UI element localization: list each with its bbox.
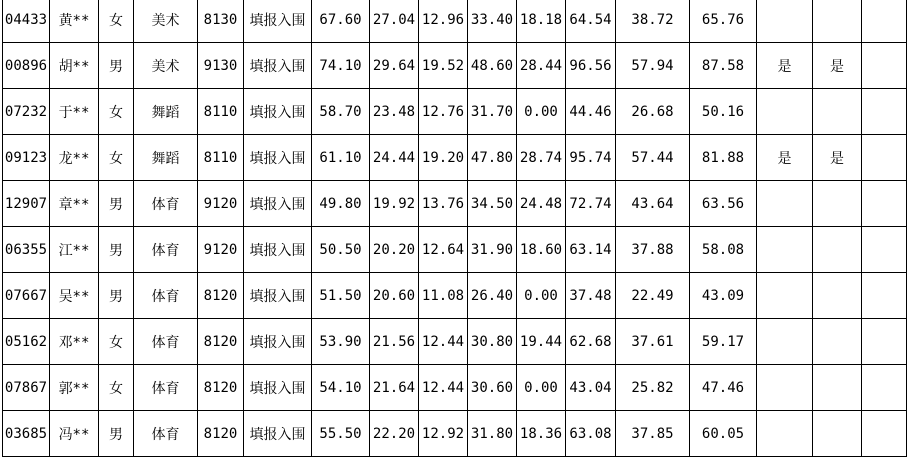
cell-score-8: 63.56 <box>690 181 757 227</box>
cell-blank <box>862 319 907 365</box>
cell-score-3: 12.44 <box>419 319 468 365</box>
cell-school-code: 8120 <box>198 411 244 457</box>
cell-score-7: 57.94 <box>616 43 690 89</box>
cell-flag-1: 是 <box>757 43 813 89</box>
cell-score-8: 59.17 <box>690 319 757 365</box>
table-row <box>3 319 907 365</box>
cell-score-4: 33.40 <box>468 0 517 43</box>
cell-gender: 女 <box>99 0 134 43</box>
cell-status: 填报入围 <box>244 135 312 181</box>
table-row <box>3 0 907 43</box>
cell-specialty: 舞蹈 <box>134 89 198 135</box>
cell-score-7: 37.85 <box>616 411 690 457</box>
cell-flag-2: 是 <box>813 135 862 181</box>
cell-flag-1 <box>757 273 813 319</box>
cell-candidate-name: 郭** <box>50 365 99 411</box>
cell-score-2: 21.56 <box>370 319 419 365</box>
cell-score-7: 37.88 <box>616 227 690 273</box>
cell-score-2: 29.64 <box>370 43 419 89</box>
cell-candidate-id: 07667 <box>3 273 50 319</box>
cell-score-5: 28.44 <box>517 43 566 89</box>
cell-score-3: 12.96 <box>419 0 468 43</box>
cell-score-8: 87.58 <box>690 43 757 89</box>
cell-score-8: 65.76 <box>690 0 757 43</box>
cell-blank <box>862 181 907 227</box>
cell-specialty: 体育 <box>134 181 198 227</box>
cell-score-3: 19.20 <box>419 135 468 181</box>
cell-score-4: 48.60 <box>468 43 517 89</box>
cell-score-4: 47.80 <box>468 135 517 181</box>
cell-candidate-id: 04433 <box>3 0 50 43</box>
table-body <box>3 0 907 457</box>
cell-score-8: 43.09 <box>690 273 757 319</box>
cell-specialty: 体育 <box>134 273 198 319</box>
table-row <box>3 89 907 135</box>
cell-score-1: 54.10 <box>312 365 370 411</box>
cell-candidate-id: 07232 <box>3 89 50 135</box>
cell-score-5: 18.18 <box>517 0 566 43</box>
cell-school-code: 8120 <box>198 319 244 365</box>
cell-score-2: 27.04 <box>370 0 419 43</box>
cell-blank <box>862 0 907 43</box>
cell-status: 填报入围 <box>244 273 312 319</box>
cell-candidate-id: 09123 <box>3 135 50 181</box>
cell-status: 填报入围 <box>244 365 312 411</box>
cell-score-2: 20.60 <box>370 273 419 319</box>
cell-score-2: 20.20 <box>370 227 419 273</box>
cell-school-code: 8130 <box>198 0 244 43</box>
cell-score-1: 53.90 <box>312 319 370 365</box>
table-row <box>3 43 907 89</box>
cell-gender: 女 <box>99 135 134 181</box>
cell-specialty: 体育 <box>134 227 198 273</box>
cell-score-6: 63.14 <box>566 227 616 273</box>
cell-school-code: 9120 <box>198 227 244 273</box>
cell-score-1: 58.70 <box>312 89 370 135</box>
cell-score-6: 63.08 <box>566 411 616 457</box>
cell-score-4: 30.80 <box>468 319 517 365</box>
cell-score-3: 11.08 <box>419 273 468 319</box>
cell-score-5: 18.36 <box>517 411 566 457</box>
cell-score-8: 60.05 <box>690 411 757 457</box>
cell-score-8: 81.88 <box>690 135 757 181</box>
cell-candidate-id: 05162 <box>3 319 50 365</box>
table-row <box>3 135 907 181</box>
cell-score-7: 38.72 <box>616 0 690 43</box>
cell-status: 填报入围 <box>244 227 312 273</box>
cell-gender: 女 <box>99 319 134 365</box>
cell-score-3: 12.64 <box>419 227 468 273</box>
cell-specialty: 美术 <box>134 43 198 89</box>
table-viewport <box>2 0 909 457</box>
cell-score-5: 18.60 <box>517 227 566 273</box>
cell-flag-2 <box>813 181 862 227</box>
cell-flag-1 <box>757 0 813 43</box>
table-row <box>3 227 907 273</box>
cell-score-7: 57.44 <box>616 135 690 181</box>
cell-flag-2 <box>813 227 862 273</box>
cell-score-3: 12.76 <box>419 89 468 135</box>
cell-candidate-id: 06355 <box>3 227 50 273</box>
cell-score-6: 44.46 <box>566 89 616 135</box>
cell-status: 填报入围 <box>244 181 312 227</box>
cell-candidate-name: 邓** <box>50 319 99 365</box>
cell-status: 填报入围 <box>244 89 312 135</box>
cell-score-7: 25.82 <box>616 365 690 411</box>
cell-score-4: 26.40 <box>468 273 517 319</box>
cell-score-6: 62.68 <box>566 319 616 365</box>
cell-score-6: 64.54 <box>566 0 616 43</box>
cell-score-1: 55.50 <box>312 411 370 457</box>
cell-specialty: 美术 <box>134 0 198 43</box>
cell-score-2: 19.92 <box>370 181 419 227</box>
cell-gender: 男 <box>99 227 134 273</box>
cell-school-code: 8120 <box>198 273 244 319</box>
cell-candidate-name: 胡** <box>50 43 99 89</box>
cell-status: 填报入围 <box>244 43 312 89</box>
cell-flag-2 <box>813 411 862 457</box>
cell-gender: 男 <box>99 181 134 227</box>
cell-flag-2 <box>813 365 862 411</box>
cell-candidate-id: 03685 <box>3 411 50 457</box>
cell-school-code: 9120 <box>198 181 244 227</box>
cell-school-code: 8120 <box>198 365 244 411</box>
cell-flag-2 <box>813 273 862 319</box>
cell-candidate-name: 于** <box>50 89 99 135</box>
cell-score-8: 58.08 <box>690 227 757 273</box>
cell-score-2: 21.64 <box>370 365 419 411</box>
cell-flag-1: 是 <box>757 135 813 181</box>
cell-score-1: 50.50 <box>312 227 370 273</box>
table-row <box>3 365 907 411</box>
cell-score-1: 49.80 <box>312 181 370 227</box>
cell-flag-1 <box>757 181 813 227</box>
cell-score-4: 31.80 <box>468 411 517 457</box>
cell-status: 填报入围 <box>244 319 312 365</box>
cell-score-6: 95.74 <box>566 135 616 181</box>
cell-flag-2 <box>813 0 862 43</box>
cell-flag-1 <box>757 227 813 273</box>
cell-candidate-id: 07867 <box>3 365 50 411</box>
cell-score-5: 0.00 <box>517 273 566 319</box>
cell-score-5: 19.44 <box>517 319 566 365</box>
cell-gender: 男 <box>99 411 134 457</box>
cell-blank <box>862 89 907 135</box>
cell-school-code: 8110 <box>198 135 244 181</box>
cell-score-1: 74.10 <box>312 43 370 89</box>
cell-blank <box>862 227 907 273</box>
cell-score-7: 43.64 <box>616 181 690 227</box>
cell-score-6: 37.48 <box>566 273 616 319</box>
cell-score-5: 0.00 <box>517 365 566 411</box>
cell-score-8: 50.16 <box>690 89 757 135</box>
cell-score-4: 34.50 <box>468 181 517 227</box>
cell-score-3: 12.92 <box>419 411 468 457</box>
cell-gender: 男 <box>99 273 134 319</box>
cell-flag-2: 是 <box>813 43 862 89</box>
cell-gender: 女 <box>99 89 134 135</box>
cell-score-3: 12.44 <box>419 365 468 411</box>
cell-gender: 男 <box>99 43 134 89</box>
cell-flag-2 <box>813 319 862 365</box>
cell-flag-2 <box>813 89 862 135</box>
cell-school-code: 8110 <box>198 89 244 135</box>
cell-specialty: 体育 <box>134 319 198 365</box>
cell-score-6: 96.56 <box>566 43 616 89</box>
cell-score-2: 23.48 <box>370 89 419 135</box>
cell-flag-1 <box>757 319 813 365</box>
table-row <box>3 181 907 227</box>
cell-score-4: 30.60 <box>468 365 517 411</box>
cell-score-5: 24.48 <box>517 181 566 227</box>
cell-score-6: 72.74 <box>566 181 616 227</box>
cell-score-7: 26.68 <box>616 89 690 135</box>
cell-candidate-id: 00896 <box>3 43 50 89</box>
candidate-score-table <box>2 0 907 457</box>
cell-candidate-id: 12907 <box>3 181 50 227</box>
cell-score-3: 13.76 <box>419 181 468 227</box>
cell-score-1: 51.50 <box>312 273 370 319</box>
cell-specialty: 体育 <box>134 411 198 457</box>
cell-score-2: 24.44 <box>370 135 419 181</box>
cell-blank <box>862 365 907 411</box>
cell-score-1: 61.10 <box>312 135 370 181</box>
cell-candidate-name: 黄** <box>50 0 99 43</box>
cell-candidate-name: 江** <box>50 227 99 273</box>
table-row <box>3 411 907 457</box>
cell-blank <box>862 43 907 89</box>
cell-flag-1 <box>757 365 813 411</box>
cell-score-5: 0.00 <box>517 89 566 135</box>
cell-flag-1 <box>757 411 813 457</box>
cell-status: 填报入围 <box>244 411 312 457</box>
cell-score-2: 22.20 <box>370 411 419 457</box>
cell-score-8: 47.46 <box>690 365 757 411</box>
cell-status: 填报入围 <box>244 0 312 43</box>
cell-candidate-name: 冯** <box>50 411 99 457</box>
cell-score-7: 37.61 <box>616 319 690 365</box>
cell-school-code: 9130 <box>198 43 244 89</box>
table-row <box>3 273 907 319</box>
cell-flag-1 <box>757 89 813 135</box>
cell-specialty: 舞蹈 <box>134 135 198 181</box>
cell-score-1: 67.60 <box>312 0 370 43</box>
cell-score-7: 22.49 <box>616 273 690 319</box>
cell-blank <box>862 273 907 319</box>
cell-score-4: 31.70 <box>468 89 517 135</box>
cell-candidate-name: 龙** <box>50 135 99 181</box>
cell-blank <box>862 135 907 181</box>
cell-specialty: 体育 <box>134 365 198 411</box>
cell-score-6: 43.04 <box>566 365 616 411</box>
cell-score-4: 31.90 <box>468 227 517 273</box>
cell-candidate-name: 吴** <box>50 273 99 319</box>
cell-score-3: 19.52 <box>419 43 468 89</box>
cell-gender: 女 <box>99 365 134 411</box>
cell-blank <box>862 411 907 457</box>
cell-candidate-name: 章** <box>50 181 99 227</box>
cell-score-5: 28.74 <box>517 135 566 181</box>
